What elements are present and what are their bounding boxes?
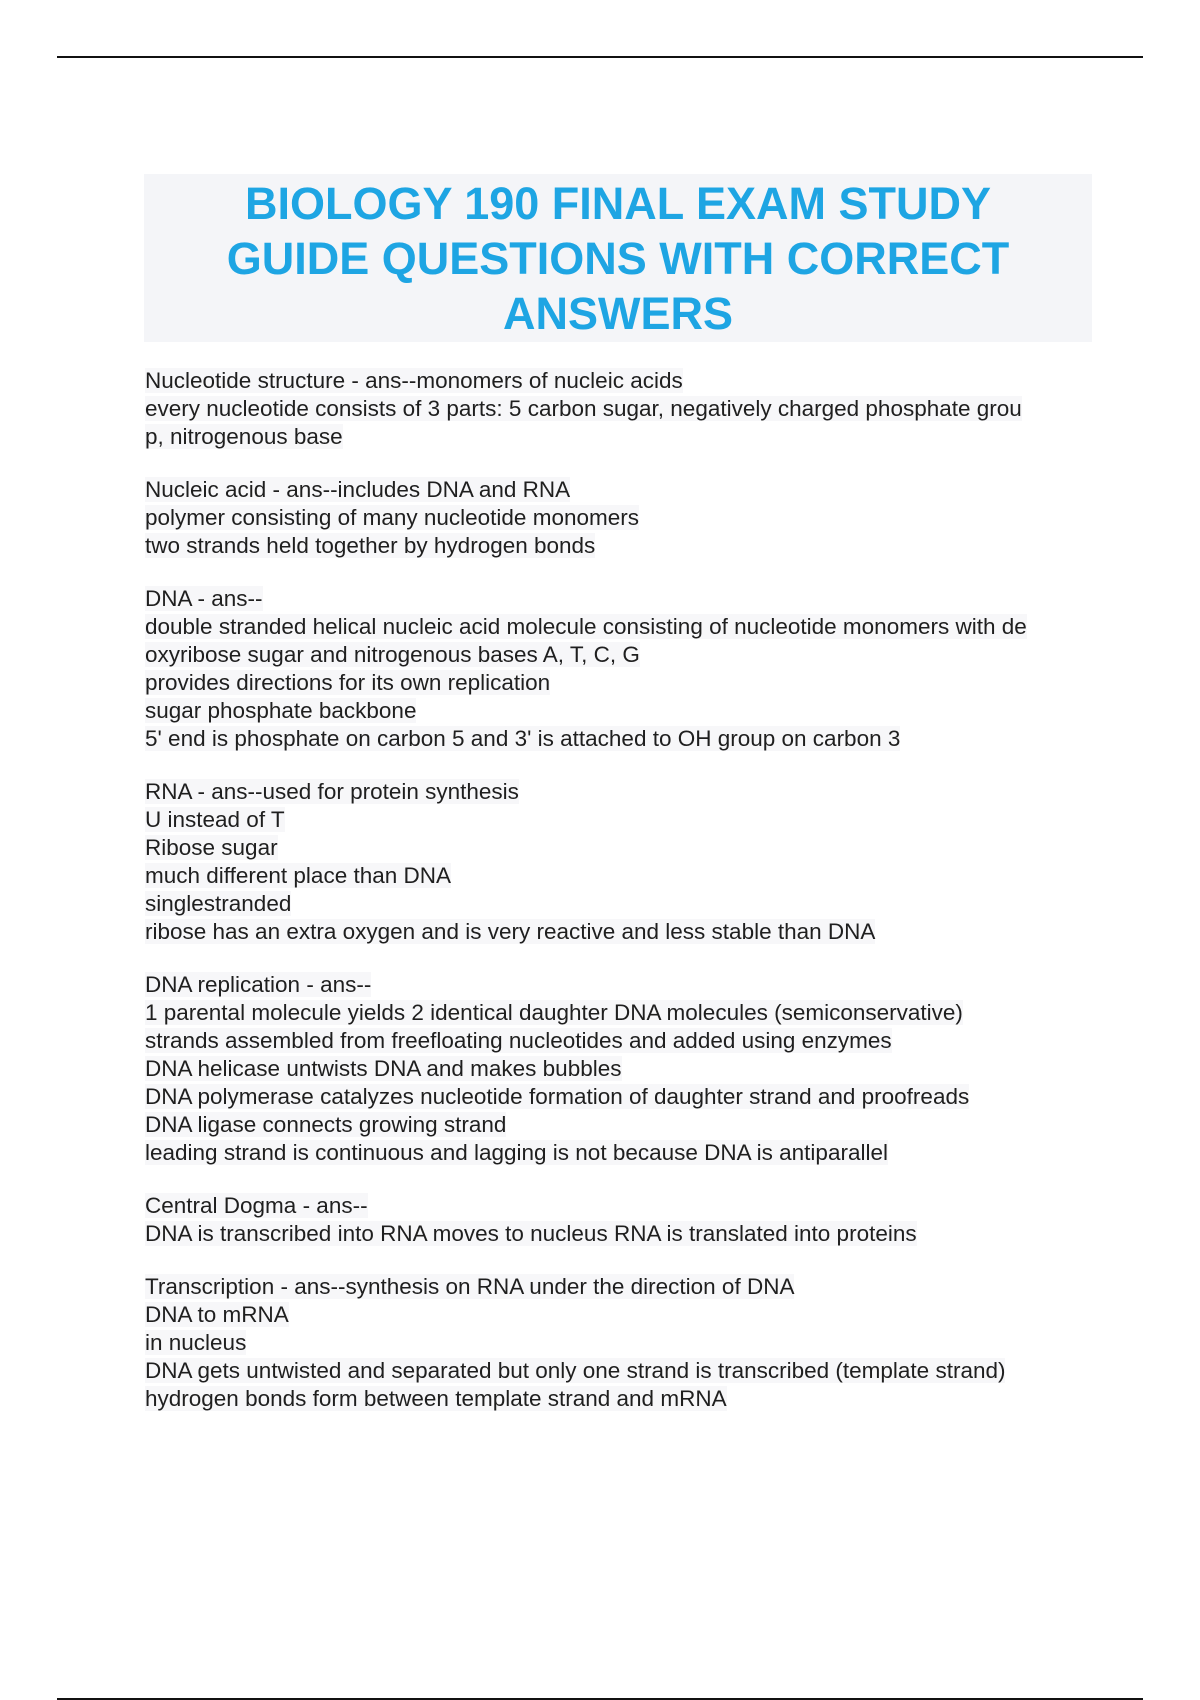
line-text: 5' end is phosphate on carbon 5 and 3' is attached to OH group on carbon 3 xyxy=(145,726,901,751)
line-text: DNA - ans-- xyxy=(145,586,263,611)
answer-line xyxy=(145,423,1100,451)
answer-line xyxy=(145,1301,1100,1329)
title-line: BIOLOGY 190 FINAL EXAM STUDY xyxy=(245,177,991,229)
line-text: Central Dogma - ans-- xyxy=(145,1193,368,1218)
answer-line xyxy=(145,1055,1100,1083)
header-rule xyxy=(57,56,1143,58)
qa-entry xyxy=(145,1192,1100,1248)
question-line xyxy=(145,585,1100,613)
qa-entry xyxy=(145,778,1100,946)
title-line: ANSWERS xyxy=(502,287,733,339)
answer-line xyxy=(145,504,1100,532)
question-line xyxy=(145,971,1100,999)
answer-line xyxy=(145,697,1100,725)
line-text: DNA gets untwisted and separated but only one strand is transcribed (template strand) xyxy=(145,1358,1006,1383)
line-text: DNA replication - ans-- xyxy=(145,972,372,997)
line-text: polymer consisting of many nucleotide monomers xyxy=(145,505,639,530)
answer-line xyxy=(145,918,1100,946)
line-text: DNA is transcribed into RNA moves to nucleus RNA is translated into proteins xyxy=(145,1221,917,1246)
answer-line xyxy=(145,613,1100,641)
line-text: 1 parental molecule yields 2 identical daughter DNA molecules (semiconservative) xyxy=(145,1000,963,1025)
question-line xyxy=(145,1273,1100,1301)
answer-line xyxy=(145,862,1100,890)
line-text: two strands held together by hydrogen bonds xyxy=(145,533,596,558)
answer-line xyxy=(145,1111,1100,1139)
line-text: ribose has an extra oxygen and is very reactive and less stable than DNA xyxy=(145,919,876,944)
line-text: Nucleic acid - ans--includes DNA and RNA xyxy=(145,477,571,502)
answer-line xyxy=(145,395,1100,423)
question-line xyxy=(145,367,1100,395)
line-text: singlestranded xyxy=(145,891,292,916)
question-line xyxy=(145,778,1100,806)
line-text: U instead of T xyxy=(145,807,285,832)
answer-line xyxy=(145,1385,1100,1413)
line-text: Ribose sugar xyxy=(145,835,278,860)
document-title xyxy=(168,176,1068,341)
line-text: DNA to mRNA xyxy=(145,1302,289,1327)
line-text: leading strand is continuous and lagging is not because DNA is antiparallel xyxy=(145,1140,888,1165)
answer-line xyxy=(145,834,1100,862)
answer-line xyxy=(145,999,1100,1027)
line-text: double stranded helical nucleic acid molecule consisting of nucleotide monomers with de xyxy=(145,614,1027,639)
study-guide-body xyxy=(145,367,1100,1438)
qa-entry xyxy=(145,1273,1100,1413)
title-banner xyxy=(144,174,1092,342)
line-text: provides directions for its own replication xyxy=(145,670,551,695)
line-text: RNA - ans--used for protein synthesis xyxy=(145,779,519,804)
answer-line xyxy=(145,1357,1100,1385)
question-line xyxy=(145,476,1100,504)
question-line xyxy=(145,1192,1100,1220)
line-text: every nucleotide consists of 3 parts: 5 carbon sugar, negatively charged phosphate grou xyxy=(145,396,1022,421)
answer-line xyxy=(145,1139,1100,1167)
answer-line xyxy=(145,669,1100,697)
answer-line xyxy=(145,1083,1100,1111)
line-text: strands assembled from freefloating nucleotides and added using enzymes xyxy=(145,1028,892,1053)
answer-line xyxy=(145,725,1100,753)
answer-line xyxy=(145,532,1100,560)
line-text: DNA ligase connects growing strand xyxy=(145,1112,507,1137)
title-line: GUIDE QUESTIONS WITH CORRECT xyxy=(226,232,1010,284)
line-text: oxyribose sugar and nitrogenous bases A, T, C, G xyxy=(145,642,640,667)
answer-line xyxy=(145,1220,1100,1248)
line-text: hydrogen bonds form between template strand and mRNA xyxy=(145,1386,727,1411)
line-text: DNA polymerase catalyzes nucleotide formation of daughter strand and proofreads xyxy=(145,1084,970,1109)
answer-line xyxy=(145,1329,1100,1357)
line-text: Nucleotide structure - ans--monomers of nucleic acids xyxy=(145,368,683,393)
line-text: much different place than DNA xyxy=(145,863,452,888)
answer-line xyxy=(145,890,1100,918)
qa-entry xyxy=(145,367,1100,451)
qa-entry xyxy=(145,585,1100,753)
line-text: DNA helicase untwists DNA and makes bubbles xyxy=(145,1056,622,1081)
answer-line xyxy=(145,806,1100,834)
line-text: in nucleus xyxy=(145,1330,247,1355)
line-text: p, nitrogenous base xyxy=(145,424,343,449)
qa-entry xyxy=(145,476,1100,560)
line-text: Transcription - ans--synthesis on RNA under the direction of DNA xyxy=(145,1274,795,1299)
answer-line xyxy=(145,1027,1100,1055)
qa-entry xyxy=(145,971,1100,1167)
line-text: sugar phosphate backbone xyxy=(145,698,417,723)
answer-line xyxy=(145,641,1100,669)
